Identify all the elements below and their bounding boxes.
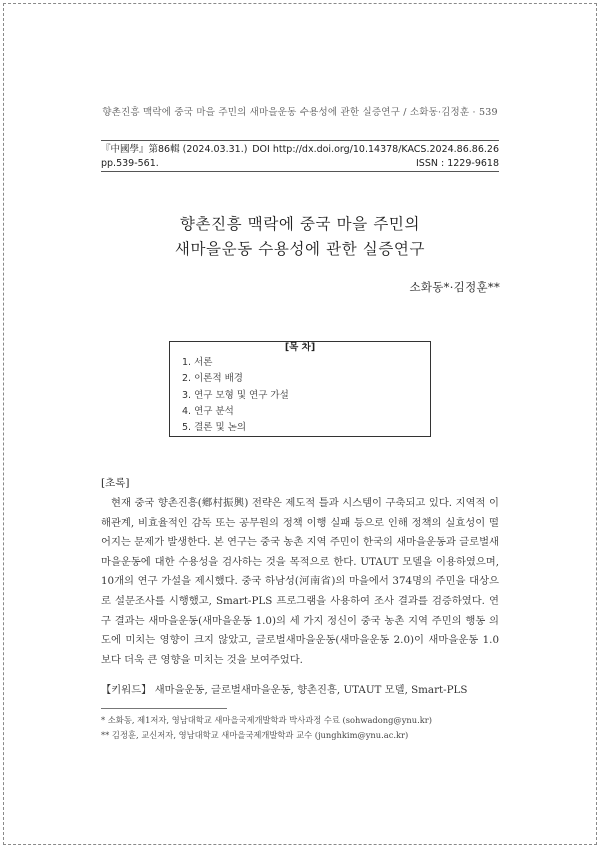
toc-item: 2. 이론적 배경 — [182, 373, 243, 385]
footnote-corresponding-author: ** 김정훈, 교신저자, 영남대학교 새마을국제개발학과 교수 (junghkim@ynu.ac.kr) — [101, 730, 409, 740]
toc-list — [182, 355, 289, 436]
page-range: pp.539-561. — [101, 158, 159, 169]
footnote-first-author: * 소화동, 제1저자, 영남대학교 새마을국제개발학과 박사과정 수료 (sohwadong@ynu.kr) — [101, 715, 432, 725]
authors: 소화동*·김정훈** — [409, 280, 500, 294]
paper-title — [0, 212, 600, 262]
title-line-1: 향촌진흥 맥락에 중국 마을 주민의 — [179, 215, 421, 233]
journal-info: 『中國學』第86輯 (2024.03.31.) — [101, 144, 248, 155]
running-header: 향촌진흥 맥락에 중국 마을 주민의 새마을운동 수용성에 관한 실증연구 / 소화동·김정훈 · 539 — [102, 107, 498, 118]
abstract-body: 현재 중국 향촌진흥(鄕村振興) 전략은 제도적 틀과 시스템이 구축되고 있다. 지역적 이해관계, 비효율적인 감독 또는 공무원의 정책 이행 실패 등으로 인해 정책의 실효성이 떨어지는 문제가 발생한다. 본 연구는 중국 농촌 지역 주민이 한국의 새마을운동과 글로벌새마을운동에 대한 수용성을 검사하는 것을 목적으로 한다. UTAUT 모델을 이용하였으며, 10개의 연구 가설을 제시했다. 중국 하남성(河南省)의 마을에서 374명의 주민을 대상으로 설문조사를 시행했고, Smart-PLS 프로그램을 사용하여 조사 결과를 검증하였다. 연구 결과는 새마을운동(새마을운동 1.0)의 세 가지 정신이 중국 농촌 지역 주민의 행동 의도에 미치는 영향이 크지 않았고, 글로벌새마을운동(새마을운동 2.0)이 새마을운동 1.0보다 더욱 큰 영향을 미치는 것을 보여주었다. — [101, 497, 499, 666]
keywords: 【키워드】 새마을운동, 글로벌새마을운동, 향촌진흥, UTAUT 모델, Smart-PLS — [101, 684, 468, 696]
toc-item: 1. 서론 — [182, 357, 213, 368]
issn: ISSN : 1229-9618 — [416, 158, 499, 169]
doi-link[interactable]: DOI http://dx.doi.org/10.14378/KACS.2024.86.86.26 — [252, 144, 499, 155]
toc-item: 3. 연구 모형 및 연구 가설 — [182, 389, 289, 401]
toc-heading: [목 차] — [279, 342, 321, 353]
table-of-contents — [169, 341, 431, 437]
title-line-2: 새마을운동 수용성에 관한 실증연구 — [174, 240, 426, 258]
publication-info — [101, 140, 499, 172]
footnote-divider — [101, 708, 227, 709]
footnotes — [101, 713, 501, 743]
toc-item: 4. 연구 분석 — [182, 405, 234, 417]
abstract-heading: [초록] — [101, 477, 130, 489]
toc-item: 5. 결론 및 논의 — [182, 422, 247, 434]
